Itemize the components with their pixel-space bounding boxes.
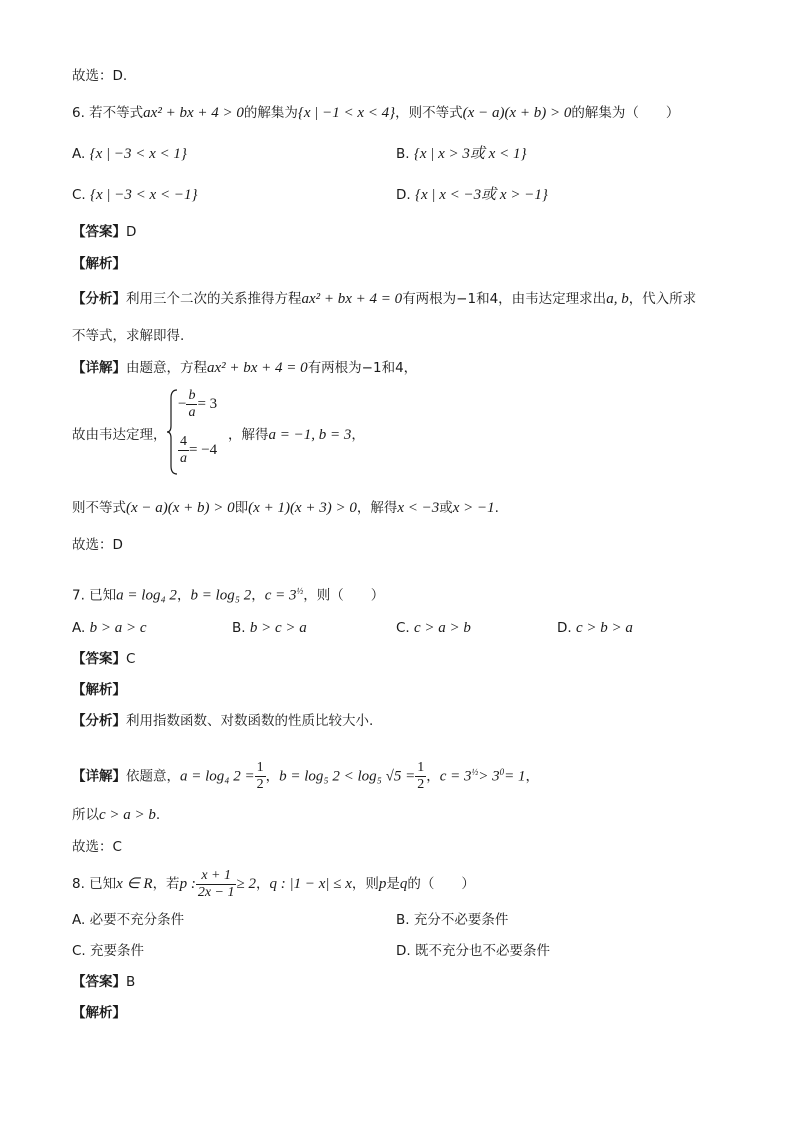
q8-option-b-label: B. bbox=[396, 912, 410, 928]
q6-detail-3e3: x < −3 bbox=[397, 500, 440, 516]
q7-answer-tag: 【答案】 bbox=[72, 651, 126, 667]
q6-option-a-text: {x | −3 < x < 1} bbox=[89, 146, 187, 162]
q7-detail-e2: b = log₅ 2 < log₅ √5 = bbox=[279, 768, 416, 785]
q6-system-eq2-frac bbox=[178, 434, 189, 467]
q6-stem-set: {x | −1 < x < 4} bbox=[297, 105, 396, 121]
q8-option-c bbox=[72, 942, 144, 960]
q7-option-c-text: c > a > b bbox=[414, 620, 471, 636]
q6-stem-expr1: ax² + bx + 4 > 0 bbox=[143, 105, 244, 121]
q6-detail-2b: ，解得 bbox=[228, 427, 269, 443]
q6-detail-3a: 则不等式 bbox=[72, 500, 126, 516]
q6-option-c bbox=[72, 186, 197, 204]
q6-option-a-label: A. bbox=[72, 146, 86, 162]
q6-fenxi-1ab: a, b bbox=[606, 291, 629, 307]
q7-detail-e3b: > 3 bbox=[478, 768, 500, 785]
q6-sys-eq2-num: 4 bbox=[180, 434, 187, 449]
q7-fenxi-text: 利用指数函数、对数函数的性质比较大小. bbox=[126, 713, 374, 729]
q8-option-c-text: 充要条件 bbox=[90, 943, 145, 959]
q8-option-a-text: 必要不充分条件 bbox=[89, 912, 185, 928]
q6-detail-3d: 或 bbox=[439, 500, 453, 516]
q6-option-b-label: B. bbox=[396, 146, 410, 162]
q6-answer-tag: 【答案】 bbox=[72, 224, 126, 240]
q8-frac-num: x + 1 bbox=[196, 868, 237, 885]
q6-answer bbox=[72, 223, 136, 241]
q6-sys-eq2-den: a bbox=[180, 451, 187, 466]
q7-detail-e3b-exp: 0 bbox=[499, 767, 505, 777]
q7-detail-e3: c = 3 bbox=[439, 768, 472, 785]
q6-stem-prefix: 6. 若不等式 bbox=[72, 105, 144, 121]
q6-detail-tag: 【详解】 bbox=[72, 360, 126, 376]
q6-analysis-heading bbox=[72, 255, 126, 273]
q6-detail-2a: 故由韦达定理， bbox=[72, 427, 167, 443]
q6-final-answer bbox=[72, 536, 123, 554]
q6-stem-suffix: 的解集为（ ） bbox=[571, 105, 680, 121]
q8-stem-shi: 是 bbox=[386, 876, 400, 892]
q7-option-d-label: D. bbox=[557, 620, 572, 636]
q7-detail-sep2: ， bbox=[426, 768, 440, 785]
q6-fenxi-tag: 【分析】 bbox=[72, 291, 126, 307]
q6-option-a bbox=[72, 145, 187, 163]
q8-stem-q: q : |1 − x| ≤ x bbox=[269, 876, 352, 892]
q6-fenxi-1c: ，代入所求 bbox=[628, 291, 697, 307]
q8-stem-suffix: 的（ ） bbox=[407, 876, 475, 892]
q7-detail bbox=[72, 754, 539, 795]
q7-f2-den: 2 bbox=[417, 777, 425, 792]
q6-detail-3e4: x > −1 bbox=[452, 500, 495, 516]
q6-stem-mid: 的解集为 bbox=[243, 105, 298, 121]
q6-detail-1a: 由题意，方程 bbox=[126, 360, 207, 376]
q7-f1-num: 1 bbox=[256, 760, 264, 775]
q6-sys-eq2-rhs: = −4 bbox=[189, 442, 218, 458]
q6-detail-1b: 有两根为−1和4， bbox=[307, 360, 418, 376]
q6-sys-eq1-num: b bbox=[188, 388, 196, 403]
q6-detail-3b: 即 bbox=[234, 500, 249, 516]
q8-stem-mid: ，若 bbox=[152, 876, 180, 892]
q6-sys-eq1-rhs: = 3 bbox=[197, 396, 218, 412]
q7-stem-prefix: 7. 已知 bbox=[72, 587, 117, 604]
q8-stem-x: x ∈ R bbox=[116, 876, 153, 892]
q7-fenxi bbox=[72, 712, 373, 730]
q7-detail-frac1 bbox=[255, 760, 266, 793]
q8-option-b bbox=[396, 911, 508, 929]
q6-detail-line2-result bbox=[228, 426, 365, 444]
q6-stem bbox=[72, 104, 679, 122]
q8-analysis-heading bbox=[72, 1004, 126, 1022]
q8-frac-den: 2x − 1 bbox=[197, 884, 235, 900]
q8-stem-sep: ， bbox=[255, 876, 270, 892]
q7-f1-den: 2 bbox=[256, 777, 264, 792]
q7-final-text: 故选：C bbox=[72, 839, 122, 855]
q7-f2-num: 1 bbox=[417, 760, 425, 775]
q6-fenxi-line2 bbox=[72, 327, 184, 345]
q6-option-c-label: C. bbox=[72, 187, 86, 203]
q8-stem-qv: q bbox=[399, 876, 408, 892]
q8-stem-prefix: 8. 已知 bbox=[72, 876, 117, 892]
q6-fenxi-1b: 有两根为−1和4，由韦达定理求出 bbox=[402, 291, 607, 307]
q6-option-b bbox=[396, 145, 526, 163]
q8-stem-frac bbox=[196, 868, 237, 901]
q6-equation-system bbox=[166, 388, 236, 476]
q8-option-d-label: D. bbox=[396, 943, 411, 959]
q7-option-a-label: A. bbox=[72, 620, 86, 636]
q6-answer-value: D bbox=[126, 224, 137, 240]
q6-final-text: 故选：D bbox=[72, 537, 123, 553]
q7-option-b-label: B. bbox=[232, 620, 246, 636]
q7-option-d-text: c > b > a bbox=[575, 620, 633, 636]
q7-stem-c-exp: ½ bbox=[296, 586, 304, 596]
q7-option-c-label: C. bbox=[396, 620, 410, 636]
q7-stem bbox=[72, 582, 384, 605]
q6-detail-3e1: (x − a)(x + b) > 0 bbox=[126, 500, 235, 516]
q6-option-d bbox=[396, 186, 548, 204]
q6-analysis-tag: 【解析】 bbox=[72, 256, 126, 272]
q7-fenxi-tag: 【分析】 bbox=[72, 713, 126, 729]
q7-analysis-tag: 【解析】 bbox=[72, 682, 126, 698]
q7-stem-suffix: ，则（ ） bbox=[303, 587, 385, 604]
q7-option-c bbox=[396, 619, 471, 637]
q6-fenxi-line1 bbox=[72, 290, 696, 308]
q8-option-a bbox=[72, 911, 184, 929]
q6-fenxi-1expr: ax² + bx + 4 = 0 bbox=[301, 291, 403, 307]
q8-answer-tag: 【答案】 bbox=[72, 974, 126, 990]
q7-stem-a: a = log₄ 2 bbox=[116, 587, 177, 604]
q7-answer-value: C bbox=[126, 651, 136, 667]
q8-stem-p: p : bbox=[179, 876, 196, 892]
q7-answer bbox=[72, 650, 135, 668]
q6-option-b-text: {x | x > 3或 x < 1} bbox=[413, 146, 527, 162]
q6-detail-1expr: ax² + bx + 4 = 0 bbox=[207, 360, 308, 376]
q6-option-d-text: {x | x < −3或 x > −1} bbox=[414, 187, 548, 203]
q7-detail-sep1: ， bbox=[265, 768, 280, 785]
q8-option-d-text: 既不充分也不必要条件 bbox=[414, 943, 550, 959]
q7-stem-sep2: ， bbox=[251, 587, 265, 604]
q6-stem-expr2: (x − a)(x + b) > 0 bbox=[462, 105, 572, 121]
q8-answer bbox=[72, 973, 135, 991]
q6-detail-line3 bbox=[72, 499, 499, 517]
q7-final-answer bbox=[72, 838, 122, 856]
q6-detail-3end: . bbox=[494, 500, 499, 516]
q7-detail-a: 依题意， bbox=[126, 768, 180, 785]
q6-system-eq1: − $\frac{b}{a}$ = 3 bbox=[178, 388, 218, 420]
q7-option-a bbox=[72, 619, 147, 637]
q7-detail-e1: a = log₄ 2 = bbox=[180, 768, 255, 785]
q7-stem-sep1: ， bbox=[176, 587, 191, 604]
q7-concl-e: c > a > b bbox=[99, 807, 156, 823]
q8-stem-ge: ≥ 2 bbox=[236, 876, 256, 892]
q8-stem-pv: p bbox=[378, 876, 387, 892]
q6-sys-eq1-den: a bbox=[188, 405, 196, 420]
q8-stem bbox=[72, 866, 475, 902]
q7-detail-end: ， bbox=[525, 768, 540, 785]
q7-concl-end: . bbox=[155, 807, 161, 823]
q8-analysis-tag: 【解析】 bbox=[72, 1005, 126, 1021]
q6-detail-line1 bbox=[72, 359, 417, 377]
q6-detail-2c: ， bbox=[351, 427, 365, 443]
q7-concl-a: 所以 bbox=[72, 807, 99, 823]
q5-final-text: 故选：D. bbox=[72, 68, 128, 84]
q5-final-answer bbox=[72, 67, 127, 85]
q6-system-eq2 bbox=[178, 434, 217, 467]
q7-stem-c: c = 3 bbox=[264, 587, 297, 604]
q6-fenxi-2: 不等式，求解即得. bbox=[72, 328, 185, 344]
q7-detail-e3-exp: ½ bbox=[471, 767, 479, 777]
q8-stem-mid2: ，则 bbox=[351, 876, 379, 892]
q8-option-c-label: C. bbox=[72, 943, 86, 959]
q7-detail-e3c: = 1 bbox=[504, 768, 526, 785]
q6-option-d-label: D. bbox=[396, 187, 411, 203]
q8-option-a-label: A. bbox=[72, 912, 86, 928]
q6-stem-mid2: ，则不等式 bbox=[395, 105, 463, 121]
q6-detail-3e2: (x + 1)(x + 3) > 0 bbox=[248, 500, 357, 516]
q8-option-b-text: 充分不必要条件 bbox=[413, 912, 509, 928]
q7-option-b-text: b > c > a bbox=[249, 620, 307, 636]
q6-system-eq1-frac bbox=[186, 388, 197, 421]
q7-analysis-heading bbox=[72, 681, 126, 699]
q8-option-d bbox=[396, 942, 550, 960]
q7-conclusion bbox=[72, 806, 160, 824]
q7-option-b bbox=[232, 619, 307, 637]
q8-answer-value: B bbox=[126, 974, 136, 990]
q7-detail-frac2 bbox=[415, 760, 426, 793]
q6-option-c-text: {x | −3 < x < −1} bbox=[90, 187, 198, 203]
q6-detail-2res: a = −1, b = 3 bbox=[268, 427, 352, 443]
q7-stem-b: b = log₅ 2 bbox=[190, 587, 252, 604]
q6-detail-3c: ，解得 bbox=[356, 500, 398, 516]
q7-option-d bbox=[557, 619, 633, 637]
q6-fenxi-1a: 利用三个二次的关系推得方程 bbox=[126, 291, 302, 307]
q6-detail-line2-lead bbox=[72, 426, 167, 444]
q7-detail-tag: 【详解】 bbox=[72, 768, 126, 785]
q7-option-a-text: b > a > c bbox=[89, 620, 147, 636]
